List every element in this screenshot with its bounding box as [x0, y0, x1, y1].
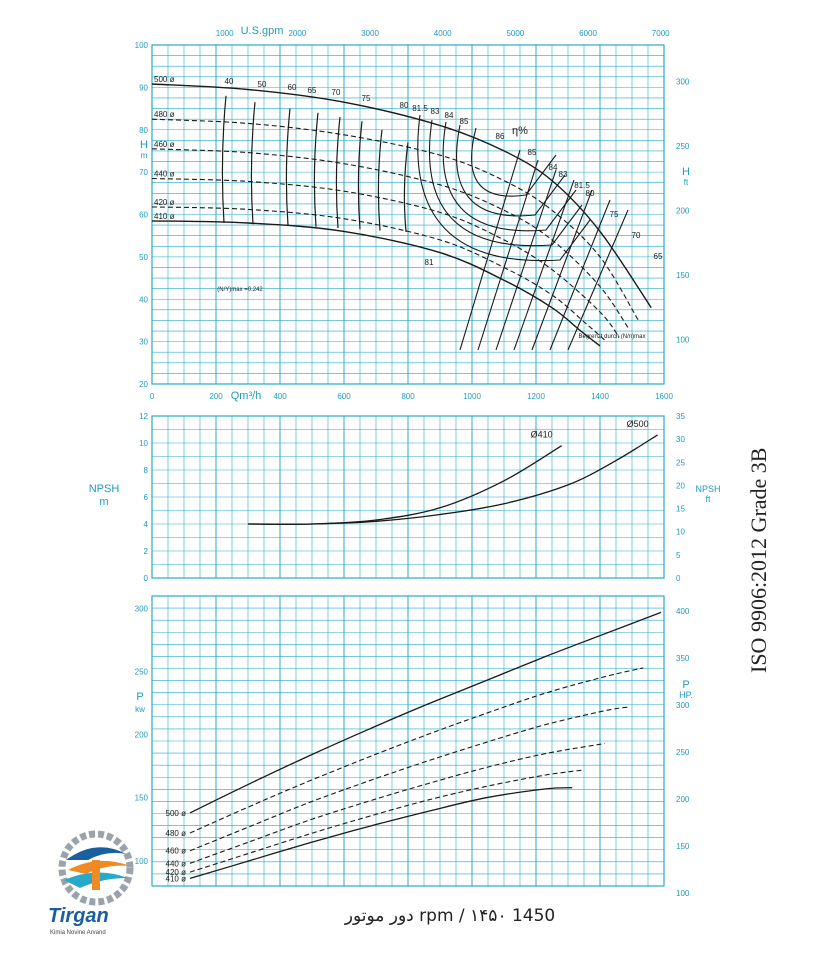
efficiency-isoline: [251, 102, 255, 224]
y-right-tick-label: 350: [676, 653, 690, 663]
x-tick-label: 600: [337, 392, 351, 401]
efficiency-label: 83: [430, 107, 440, 116]
efficiency-label: 84: [548, 163, 558, 172]
y-left-tick-label: 30: [139, 337, 148, 347]
x-top-axis-label: U.S.gpm: [240, 25, 284, 37]
efficiency-label: η%: [512, 125, 528, 137]
x-top-tick-label: 3000: [361, 29, 379, 38]
y-right-axis-unit: ft: [705, 494, 711, 504]
y-left-tick-label: 150: [134, 793, 148, 803]
y-left-tick-label: 70: [139, 168, 148, 178]
y-left-tick-label: 90: [139, 83, 148, 93]
y-left-tick-label: 0: [143, 574, 148, 583]
npsh-chart: [89, 412, 721, 583]
efficiency-isoline: [378, 130, 382, 231]
x-top-tick-label: 6000: [579, 29, 597, 38]
y-right-axis-label: H: [682, 166, 690, 178]
power-series-label: 440 ø: [165, 859, 186, 869]
max-ratio-annotation: (N/Y)max =0.242: [217, 287, 263, 293]
y-left-axis-label: H: [140, 139, 148, 151]
y-right-tick-label: 0: [676, 574, 681, 583]
y-right-tick-label: 10: [676, 527, 685, 537]
npsh-line-1: [248, 435, 658, 524]
power-series-label: 410 ø: [165, 874, 186, 884]
standard-title: ISO 9906:2012 Grade 3B: [746, 447, 771, 673]
efficiency-label: 70: [631, 231, 641, 240]
y-right-tick-label: 15: [676, 504, 685, 514]
y-left-tick-label: 250: [134, 667, 148, 677]
power-series-label: 480 ø: [165, 829, 186, 839]
efficiency-label: 80: [585, 189, 595, 198]
x-top-tick-label: 2000: [288, 29, 307, 38]
y-left-tick-label: 40: [139, 295, 148, 305]
efficiency-label: 81: [424, 258, 434, 267]
efficiency-label: 70: [331, 88, 341, 97]
efficiency-label: 75: [609, 210, 619, 219]
efficiency-label: 83: [558, 170, 568, 179]
y-left-axis-label: NPSH: [88, 483, 120, 495]
efficiency-label: 81.5: [574, 181, 590, 190]
series-label: 500 ø: [154, 74, 175, 84]
power-line-3: [190, 744, 605, 864]
y-left-tick-label: 6: [143, 493, 148, 502]
x-tick-label: 1200: [527, 392, 545, 401]
y-right-tick-label: 100: [676, 335, 690, 345]
npsh-series-label: Ø410: [530, 429, 553, 440]
efficiency-label: 85: [527, 148, 537, 157]
y-left-tick-label: 200: [134, 730, 148, 740]
efficiency-isoline: [404, 142, 408, 231]
efficiency-label: 84: [444, 111, 454, 120]
y-left-tick-label: 60: [139, 210, 148, 220]
series-label: 460 ø: [154, 139, 175, 149]
x-tick-label: 1600: [655, 392, 673, 401]
y-right-axis-unit: HP.: [679, 690, 693, 700]
x-tick-label: 400: [273, 392, 287, 401]
y-left-tick-label: 10: [139, 439, 148, 448]
limit-annotation: Begrenzt durch (N/n)max: [578, 334, 646, 340]
y-left-tick-label: 100: [134, 41, 148, 50]
y-left-tick-label: 300: [134, 604, 148, 614]
y-right-axis-label: NPSH: [695, 484, 721, 494]
y-left-tick-label: 80: [139, 125, 148, 135]
y-left-tick-label: 4: [143, 520, 148, 529]
x-tick-label: 200: [209, 392, 223, 401]
x-tick-label: 800: [401, 392, 415, 401]
efficiency-label: 60: [287, 83, 297, 92]
x-top-tick-label: 7000: [651, 29, 670, 38]
x-tick-label: 1000: [463, 392, 481, 401]
y-right-tick-label: 25: [676, 458, 685, 468]
series-line-0: [152, 84, 651, 308]
y-right-tick-label: 250: [676, 141, 690, 151]
power-series-label: 500 ø: [165, 808, 186, 818]
y-right-tick-label: 300: [676, 700, 690, 710]
x-top-tick-label: 1000: [215, 29, 234, 38]
series-line-3: [152, 179, 619, 338]
y-left-tick-label: 8: [143, 466, 148, 475]
y-right-tick-label: 400: [676, 606, 690, 616]
series-label: 420 ø: [154, 197, 175, 207]
y-right-tick-label: 150: [676, 271, 690, 281]
efficiency-label: 40: [224, 77, 234, 86]
efficiency-isoline: [460, 150, 520, 350]
y-left-tick-label: 20: [139, 380, 148, 389]
y-right-tick-label: 5: [676, 550, 681, 560]
efficiency-label: 86: [495, 132, 505, 141]
y-right-tick-label: 250: [676, 747, 690, 757]
power-series-label: 420 ø: [165, 868, 186, 878]
y-right-axis-label: P: [682, 679, 690, 691]
y-right-tick-label: 150: [676, 841, 690, 851]
efficiency-label: 65: [653, 252, 663, 261]
y-left-axis-label: P: [136, 691, 144, 703]
npsh-series-label: Ø500: [626, 418, 649, 429]
y-left-axis-unit: m: [140, 151, 148, 160]
power-line-2: [190, 707, 629, 851]
y-right-tick-label: 35: [676, 412, 685, 421]
x-top-tick-label: 4000: [433, 29, 452, 38]
efficiency-label: 50: [257, 80, 267, 89]
y-right-tick-label: 200: [676, 794, 690, 804]
y-right-tick-label: 20: [676, 481, 685, 491]
y-right-tick-label: 200: [676, 206, 690, 216]
y-left-tick-label: 2: [143, 547, 148, 556]
y-left-axis-unit: m: [99, 496, 109, 508]
y-right-axis-unit: ft: [683, 178, 689, 187]
efficiency-label: 85: [459, 117, 469, 126]
y-right-tick-label: 300: [676, 77, 690, 87]
y-right-tick-label: 30: [676, 435, 685, 445]
speed-footer: 1450 rpm / ۱۴۵۰ دور موتور: [344, 906, 556, 926]
x-tick-label: 1400: [591, 392, 609, 401]
x-axis-label: Qm³/h: [230, 390, 262, 402]
x-tick-label: 0: [149, 392, 155, 401]
y-left-tick-label: 50: [139, 252, 148, 262]
npsh-line-0: [248, 446, 562, 525]
y-left-tick-label: 100: [134, 856, 148, 866]
logo-wordmark: Tirgan: [48, 905, 109, 927]
x-top-tick-label: 5000: [506, 29, 525, 38]
efficiency-label: 81.5: [412, 104, 428, 113]
efficiency-label: 65: [307, 86, 317, 95]
y-left-tick-label: 12: [139, 412, 148, 421]
series-label: 480 ø: [154, 110, 175, 120]
efficiency-label: 75: [361, 94, 371, 103]
power-line-0: [190, 612, 661, 813]
y-right-tick-label: 100: [676, 888, 690, 898]
series-label: 410 ø: [154, 211, 175, 221]
head-chart: [135, 25, 690, 402]
series-label: 440 ø: [154, 169, 175, 179]
logo-subtitle: Kimia Novine Arvand: [50, 930, 106, 936]
power-series-label: 460 ø: [165, 846, 186, 856]
efficiency-isoline: [286, 109, 290, 226]
efficiency-label: 80: [399, 101, 409, 110]
y-left-axis-unit: kw: [135, 705, 145, 714]
power-chart: [135, 596, 693, 898]
